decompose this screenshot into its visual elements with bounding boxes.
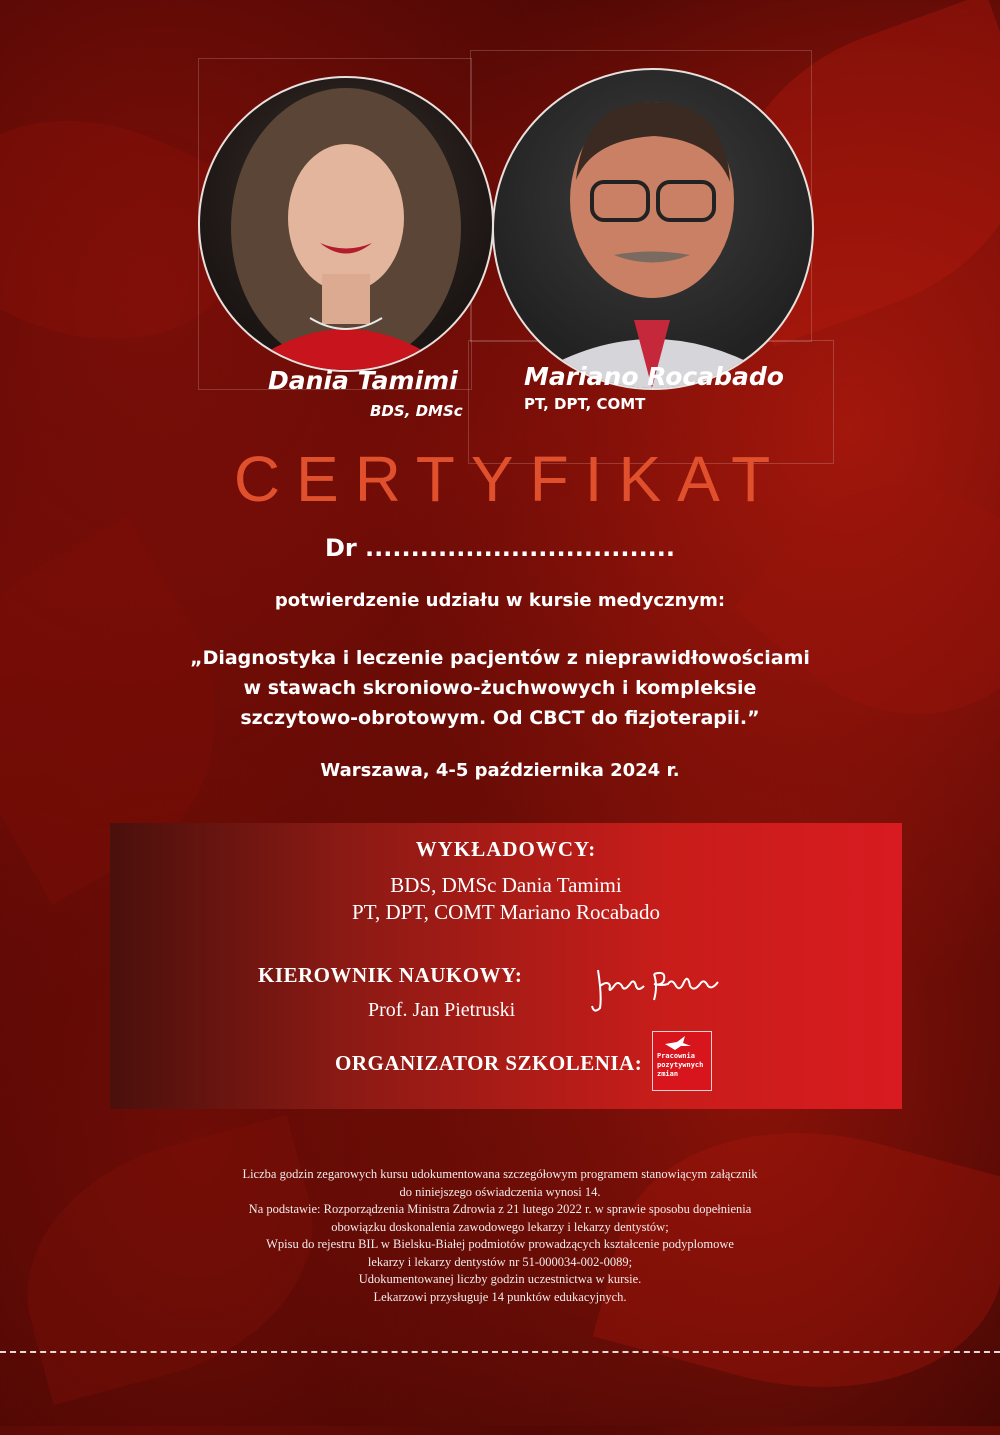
organizer-logo-line-2: pozytywnych <box>657 1061 704 1069</box>
course-title-line-2: w stawach skroniowo-żuchwowych i kompleksie <box>243 677 757 699</box>
recipient-line: Dr .................................. <box>324 534 676 562</box>
speaker-name-2: Mariano Rocabado <box>524 362 784 391</box>
speaker-credentials-1: BDS, DMSc <box>370 402 463 420</box>
footer-line: lekarzy i lekarzy dentystów nr 51-000034-002-0089; <box>367 1254 633 1269</box>
confirmation-text: potwierdzenie udziału w kursie medycznym: <box>274 590 726 611</box>
speaker-credentials-2: PT, DPT, COMT <box>524 395 646 413</box>
footer-line: Na podstawie: Rozporządzenia Ministra Zdrowia z 21 lutego 2022 r. w sprawie sposobu dopełnienia <box>248 1202 752 1216</box>
hummingbird-icon <box>663 1034 693 1052</box>
cut-line <box>0 1351 1000 1353</box>
organizer-logo-line-3: zmian <box>657 1070 679 1078</box>
organizer-logo <box>652 1031 712 1091</box>
portrait-illustration <box>494 70 812 388</box>
footer-line: Liczba godzin zegarowych kursu udokumentowana szczegółowym programem stanowiącym załącznik <box>242 1167 758 1181</box>
lecturer-1: BDS, DMSc Dania Tamimi <box>390 873 622 897</box>
details-panel <box>110 823 902 1109</box>
footer-line: Wpisu do rejestru BIL w Bielsku-Białej podmiotów prowadzących kształcenie podyplomowe <box>266 1237 734 1251</box>
signature-image <box>588 956 722 1018</box>
speaker-name-1: Dania Tamimi <box>268 366 458 395</box>
scientific-head-name: Prof. Jan Pietruski <box>368 999 516 1021</box>
legal-footer <box>150 1166 850 1306</box>
certificate-title: CERTYFIKAT <box>233 443 787 515</box>
organizer-logo-line-1: Pracownia <box>657 1052 695 1060</box>
footer-line: obowiązku doskonalenia zawodowego lekarzy i lekarzy dentystów; <box>331 1219 669 1234</box>
portrait-illustration <box>200 78 492 370</box>
footer-line: Udokumentowanej liczby godzin uczestnictwa w kursie. <box>358 1272 642 1286</box>
scientific-head-heading: KIEROWNIK NAUKOWY: <box>258 963 523 987</box>
place-date: Warszawa, 4-5 października 2024 r. <box>320 760 680 781</box>
lecturers-heading: WYKŁADOWCY: <box>415 837 597 861</box>
organizer-heading: ORGANIZATOR SZKOLENIA: <box>335 1051 643 1075</box>
footer-line: Lekarzowi przysługuje 14 punktów edukacyjnych. <box>373 1289 627 1304</box>
speaker-photo-dania-tamimi <box>198 76 494 372</box>
course-title-line-3: szczytowo-obrotowym. Od CBCT do fizjoterapii.” <box>240 707 760 729</box>
footer-line: do niniejszego oświadczenia wynosi 14. <box>399 1184 601 1199</box>
course-title-line-1: „Diagnostyka i leczenie pacjentów z nieprawidłowościami <box>190 647 810 669</box>
lecturer-2: PT, DPT, COMT Mariano Rocabado <box>352 900 660 924</box>
speaker-photo-mariano-rocabado <box>492 68 814 390</box>
